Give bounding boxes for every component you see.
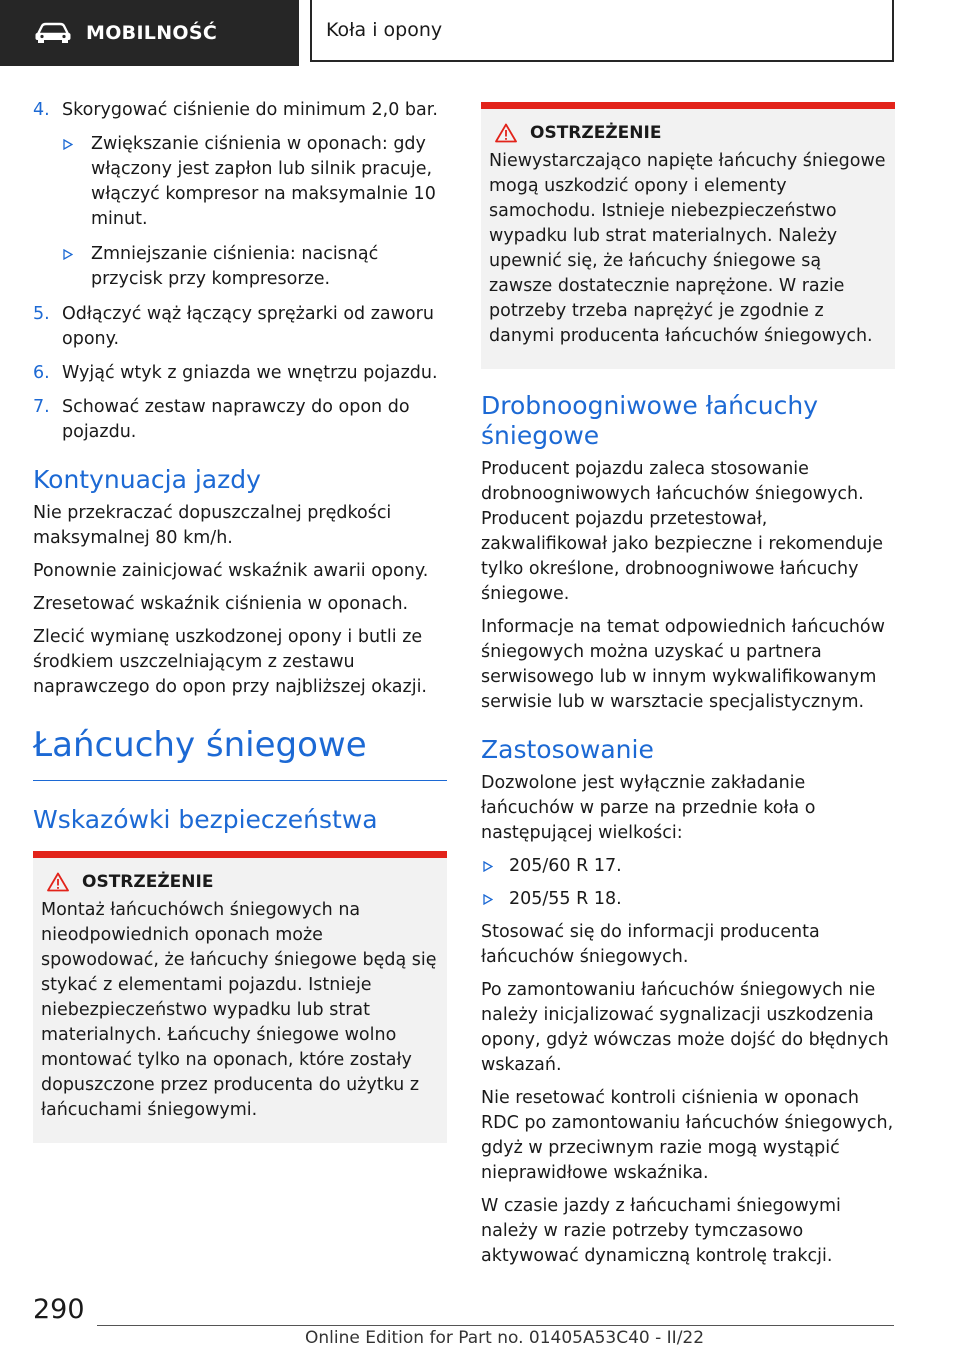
- chapter-heading: Łańcuchy śniegowe: [33, 724, 447, 781]
- paragraph: Dozwolone jest wyłącznie zakładanie łańcuchów w parze na przednie koła o następującej wielkości:: [481, 773, 816, 843]
- paragraph: Ponownie zainicjować wskaźnik awarii opony.: [33, 561, 429, 581]
- step-item: [33, 98, 447, 123]
- section-heading: Drobnoogniwowe łańcuchy śniegowe: [481, 391, 818, 450]
- step-item: [33, 361, 447, 386]
- sub-item: [33, 242, 447, 292]
- edition-note: Online Edition for Part no. 01405A53C40 - II/22: [305, 1328, 705, 1348]
- page-number: 290: [33, 1294, 85, 1325]
- step-item: [33, 395, 447, 445]
- paragraph: Informacje na temat odpowiednich łańcuchów śniegowych można uzyskać u partnera serwisowego lub w innym wykwalifikowanym serwisie lub w warsztacie specjalistycznym.: [481, 617, 885, 712]
- chapter-label: Koła i opony: [326, 19, 443, 41]
- triangle-bullet-icon: [63, 139, 73, 150]
- step-number: 4.: [33, 100, 50, 120]
- warning-title-text: OSTRZEŻENIE: [530, 123, 662, 143]
- paragraph: Stosować się do informacji producenta łańcuchów śniegowych.: [481, 922, 820, 967]
- list-item-text: 205/60 R 17.: [509, 856, 622, 876]
- paragraph: W czasie jazdy z łańcuchami śniegowymi należy w razie potrzeby tymczasowo aktywować dynamiczną kontrolę trakcji.: [481, 1196, 841, 1266]
- warning-title: [47, 872, 439, 892]
- warning-title-text: OSTRZEŻENIE: [82, 872, 214, 892]
- footer-divider: [97, 1325, 894, 1326]
- left-column: [33, 98, 447, 1143]
- paragraph: Po zamontowaniu łańcuchów śniegowych nie należy inicjalizować sygnalizacji uszkodzenia opony, gdyż wówczas może dojść do błędnych wskazań.: [481, 980, 889, 1075]
- warning-text: Montaż łańcuchówch śniegowych na nieodpowiednich oponach może spowodować, że łańcuchy śniegowe będą się stykać z elementami pojazdu. Istnieje niebezpieczeństwo wypadku lub strat materialnych. Łańcuchy śniegowe wolno montować tylko na oponach, które zostały dopuszczone przez producenta do użytku z łańcuchami śniegowymi.: [41, 900, 437, 1120]
- paragraph: Nie resetować kontroli ciśnienia w oponach RDC po zamontowaniu łańcuchów śniegowych, gdyż w przeciwnym razie mogą wystąpić nieprawidłowe wskaźnika.: [481, 1088, 894, 1183]
- list-item-text: 205/55 R 18.: [509, 889, 622, 909]
- warning-box: [33, 851, 447, 1143]
- sub-text: Zmniejszanie ciśnienia: nacisnąć przycisk przy kompresorze.: [91, 244, 379, 289]
- step-number: 6.: [33, 363, 50, 383]
- triangle-bullet-icon: [483, 894, 493, 905]
- paragraph: Producent pojazdu zaleca stosowanie drobnoogniwowych łańcuchów śniegowych. Producent pojazdu przetestował, zakwalifikował jako bezpieczne i rekomenduje tylko określone, drobnoogniwowe łańcuchy śniegowe.: [481, 459, 883, 604]
- sub-item: [33, 132, 447, 232]
- warning-text: Niewystarczająco napięte łańcuchy śniegowe mogą uszkodzić opony i elementy samochodu. Istnieje niebezpieczeństwo wypadku lub strat materialnych. Należy upewnić się, że łańcuchy śniegowe są zawsze dostatecznie naprężone. W razie potrzeby trzeba naprężyć je zgodnie z danymi producenta łańcuchów śniegowych.: [489, 151, 886, 346]
- sub-text: Zwiększanie ciśnienia w oponach: gdy włączony jest zapłon lub silnik pracuje, włączyć kompresor na maksymalnie 10 minut.: [91, 134, 436, 229]
- warning-triangle-icon: [495, 123, 517, 143]
- paragraph: Nie przekraczać dopuszczalnej prędkości maksymalnej 80 km/h.: [33, 503, 392, 548]
- car-icon: [34, 22, 72, 44]
- list-item: [481, 887, 895, 912]
- paragraph: Zlecić wymianę uszkodzonej opony i butli ze środkiem uszczelniającym z zestawu naprawczego do opon przy najbliższej okazji.: [33, 627, 427, 697]
- section-tab: [0, 0, 299, 66]
- triangle-bullet-icon: [63, 249, 73, 260]
- warning-triangle-icon: [47, 872, 69, 892]
- step-number: 5.: [33, 304, 50, 324]
- section-heading: Zastosowanie: [481, 735, 654, 764]
- list-item: [481, 854, 895, 879]
- right-column: [481, 102, 895, 1277]
- step-text: Skorygować ciśnienie do minimum 2,0 bar.: [62, 100, 438, 120]
- warning-title: [495, 123, 887, 143]
- step-text: Odłączyć wąż łączący sprężarki od zaworu opony.: [62, 304, 434, 349]
- step-text: Wyjąć wtyk z gniazda we wnętrzu pojazdu.: [62, 363, 438, 383]
- step-item: [33, 302, 447, 352]
- step-number: 7.: [33, 397, 50, 417]
- step-text: Schować zestaw naprawczy do opon do pojazdu.: [62, 397, 410, 442]
- triangle-bullet-icon: [483, 861, 493, 872]
- paragraph: Zresetować wskaźnik ciśnienia w oponach.: [33, 594, 409, 614]
- section-heading: Kontynuacja jazdy: [33, 465, 261, 494]
- chapter-tab: [310, 0, 894, 62]
- warning-box: [481, 102, 895, 369]
- section-heading: Wskazówki bezpieczeństwa: [33, 805, 378, 834]
- section-label: MOBILNOŚĆ: [86, 22, 218, 44]
